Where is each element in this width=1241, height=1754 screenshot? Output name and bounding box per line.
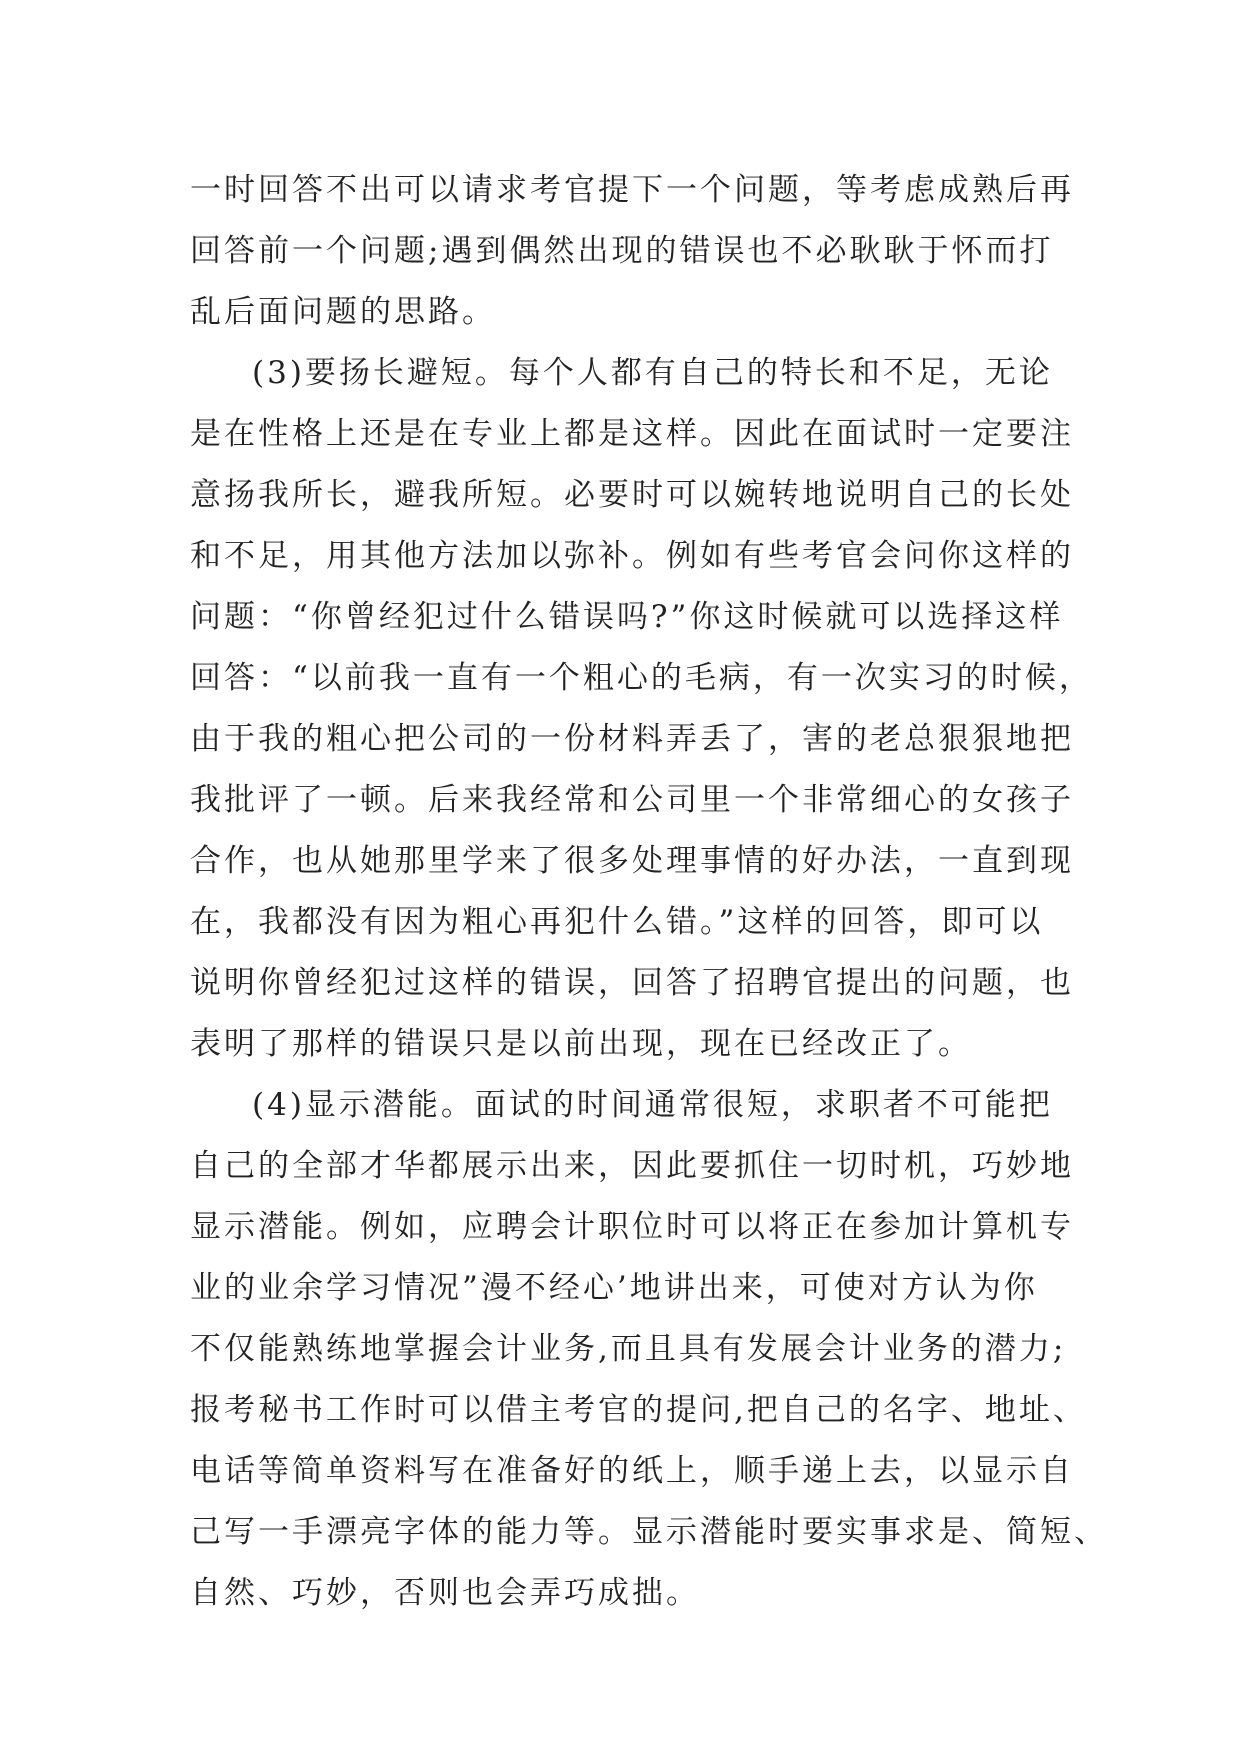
paragraph-start-line: (4)显示潜能。面试的时间通常很短，求职者不可能把 xyxy=(252,1087,1053,1123)
text-line: 意扬我所长，避我所短。必要时可以婉转地说明自己的长处 xyxy=(190,477,1074,513)
text-line: 自己的全部才华都展示出来，因此要抓住一切时机，巧妙地 xyxy=(190,1148,1074,1184)
text-line: 自然、巧妙，否则也会弄巧成拙。 xyxy=(190,1575,700,1611)
text-line: 电话等简单资料写在准备好的纸上，顺手递上去，以显示自 xyxy=(190,1453,1074,1489)
text-line: 业的业余学习情况”漫不经心’地讲出来，可使对方认为你 xyxy=(190,1270,1038,1306)
text-line: 说明你曾经犯过这样的错误，回答了招聘官提出的问题，也 xyxy=(190,965,1074,1001)
text-line: 合作，也从她那里学来了很多处理事情的好办法，一直到现 xyxy=(190,843,1074,879)
text-line: 报考秘书工作时可以借主考官的提问,把自己的名字、地址、 xyxy=(190,1392,1087,1428)
text-line: 我批评了一顿。后来我经常和公司里一个非常细心的女孩子 xyxy=(190,782,1074,818)
text-line: 不仅能熟练地掌握会计业务,而且具有发展会计业务的潜力; xyxy=(190,1331,1067,1367)
text-line: 表明了那样的错误只是以前出现，现在已经改正了。 xyxy=(190,1026,972,1062)
text-line: 显示潜能。例如，应聘会计职位时可以将正在参加计算机专 xyxy=(190,1209,1074,1245)
text-line: 是在性格上还是在专业上都是这样。因此在面试时一定要注 xyxy=(190,416,1074,452)
text-line: 回答：“以前我一直有一个粗心的毛病，有一次实习的时候， xyxy=(190,660,1093,696)
text-line: 回答前一个问题;遇到偶然出现的错误也不必耿耿于怀而打 xyxy=(190,233,1054,269)
text-line: 问题：“你曾经犯过什么错误吗?”你这时候就可以选择这样 xyxy=(190,599,1064,635)
text-line: 在，我都没有因为粗心再犯什么错。”这样的回答，即可以 xyxy=(190,904,1044,940)
text-line: 乱后面问题的思路。 xyxy=(190,294,496,330)
text-line: 由于我的粗心把公司的一份材料弄丢了，害的老总狠狠地把 xyxy=(190,721,1074,757)
paragraph-start-line: (3)要扬长避短。每个人都有自己的特长和不足，无论 xyxy=(252,355,1053,391)
text-line: 一时回答不出可以请求考官提下一个问题，等考虑成熟后再 xyxy=(190,172,1074,208)
text-line: 和不足，用其他方法加以弥补。例如有些考官会问你这样的 xyxy=(190,538,1074,574)
text-line: 己写一手漂亮字体的能力等。显示潜能时要实事求是、简短、 xyxy=(190,1514,1108,1550)
document-body xyxy=(190,160,1108,1624)
